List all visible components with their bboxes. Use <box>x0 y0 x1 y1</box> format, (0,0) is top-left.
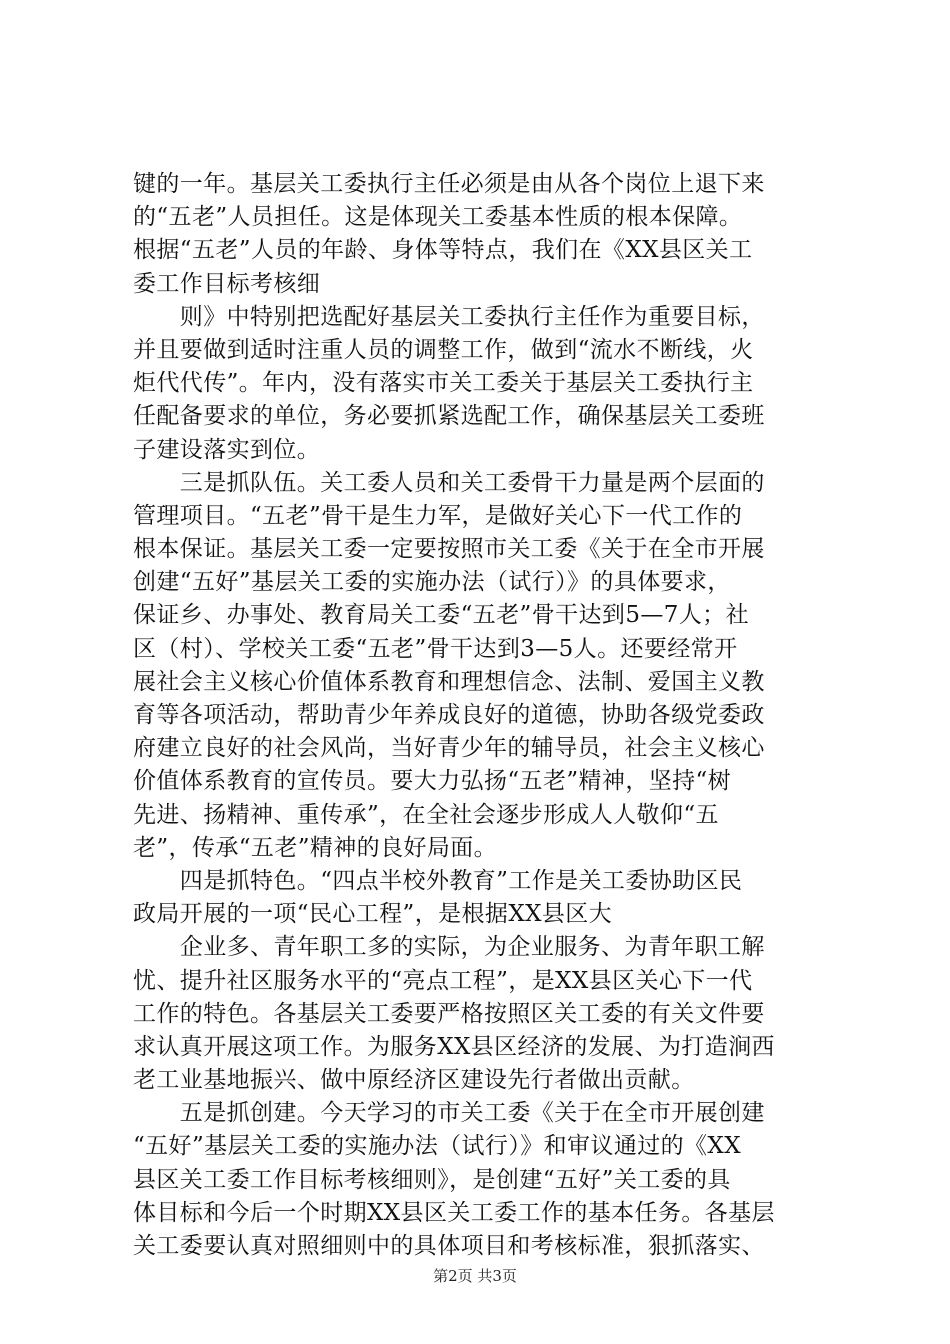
text-line: 根本保证。基层关工委一定要按照市关工委《关于在全市开展 <box>133 536 765 563</box>
text-line: 育等各项活动，帮助青少年养成良好的道德，协助各级党委政 <box>133 702 765 728</box>
text-line: 工作的特色。各基层关工委要严格按照区关工委的有关文件要 <box>133 1000 765 1027</box>
text-line: 展社会主义核心价值体系教育和理想信念、法制、爱国主义教 <box>133 668 765 695</box>
text-line: 的“五老”人员担任。这是体现关工委基本性质的根本保障。 <box>133 204 743 231</box>
text-line: 创建“五好”基层关工委的实施办法（试行）》的具体要求， <box>133 569 731 596</box>
document-body <box>133 168 823 1263</box>
text-line: 子建设落实到位。 <box>133 436 321 463</box>
text-line: 炬代代传”。年内，没有落实市关工委关于基层关工委执行主 <box>133 370 754 397</box>
text-line: 委工作目标考核细 <box>133 270 321 297</box>
text-line: 区（村）、学校关工委“五老”骨干达到3—5人。还要经常开 <box>133 635 738 662</box>
text-line: 保证乡、办事处、教育局关工委“五老”骨干达到5—7人；社 <box>133 602 749 629</box>
text-line: 四是抓特色。“四点半校外教育”工作是关工委协助区民 <box>133 867 743 894</box>
page-number-footer: 第2页 共3页 <box>433 1267 517 1285</box>
text-line: 价值体系教育的宣传员。要大力弘扬“五老”精神，坚持“树 <box>133 768 732 795</box>
text-line: 体目标和今后一个时期XX县区关工委工作的基本任务。各基层 <box>133 1199 775 1226</box>
text-line: 老工业基地振兴、做中原经济区建设先行者做出贡献。 <box>133 1067 695 1094</box>
text-line: 五是抓创建。今天学习的市关工委《关于在全市开展创建 <box>133 1100 765 1127</box>
text-line: 政局开展的一项“民心工程”，是根据XX县区大 <box>133 901 613 928</box>
text-line: 键的一年。基层关工委执行主任必须是由从各个岗位上退下来 <box>133 171 765 197</box>
text-line: “五好”基层关工委的实施办法（试行）》和审议通过的《XX <box>133 1133 741 1160</box>
text-line: 忧、提升社区服务水平的“亮点工程”，是XX县区关心下一代 <box>133 967 753 994</box>
text-line: 老”，传承“五老”精神的良好局面。 <box>133 834 498 861</box>
text-line: 任配备要求的单位，务必要抓紧选配工作，确保基层关工委班 <box>133 403 765 430</box>
text-line: 县区关工委工作目标考核细则》，是创建“五好”关工委的具 <box>133 1166 731 1193</box>
text-line: 根据“五老”人员的年龄、身体等特点，我们在《XX县区关工 <box>133 237 753 264</box>
text-line: 三是抓队伍。关工委人员和关工委骨干力量是两个层面的 <box>133 469 765 496</box>
text-line: 并且要做到适时注重人员的调整工作，做到“流水不断线，火 <box>133 336 754 363</box>
text-line: 府建立良好的社会风尚，当好青少年的辅导员，社会主义核心 <box>133 735 765 762</box>
text-line: 则》中特别把选配好基层关工委执行主任作为重要目标， <box>133 303 765 330</box>
text-line: 关工委要认真对照细则中的具体项目和考核标准，狠抓落实、 <box>133 1233 765 1259</box>
text-line: 企业多、青年职工多的实际，为企业服务、为青年职工解 <box>133 934 765 961</box>
text-line: 先进、扬精神、重传承”，在全社会逐步形成人人敬仰“五 <box>133 801 719 828</box>
text-line: 求认真开展这项工作。为服务XX县区经济的发展、为打造涧西 <box>133 1033 775 1060</box>
text-line: 管理项目。“五老”骨干是生力军，是做好关心下一代工作的 <box>133 502 743 529</box>
